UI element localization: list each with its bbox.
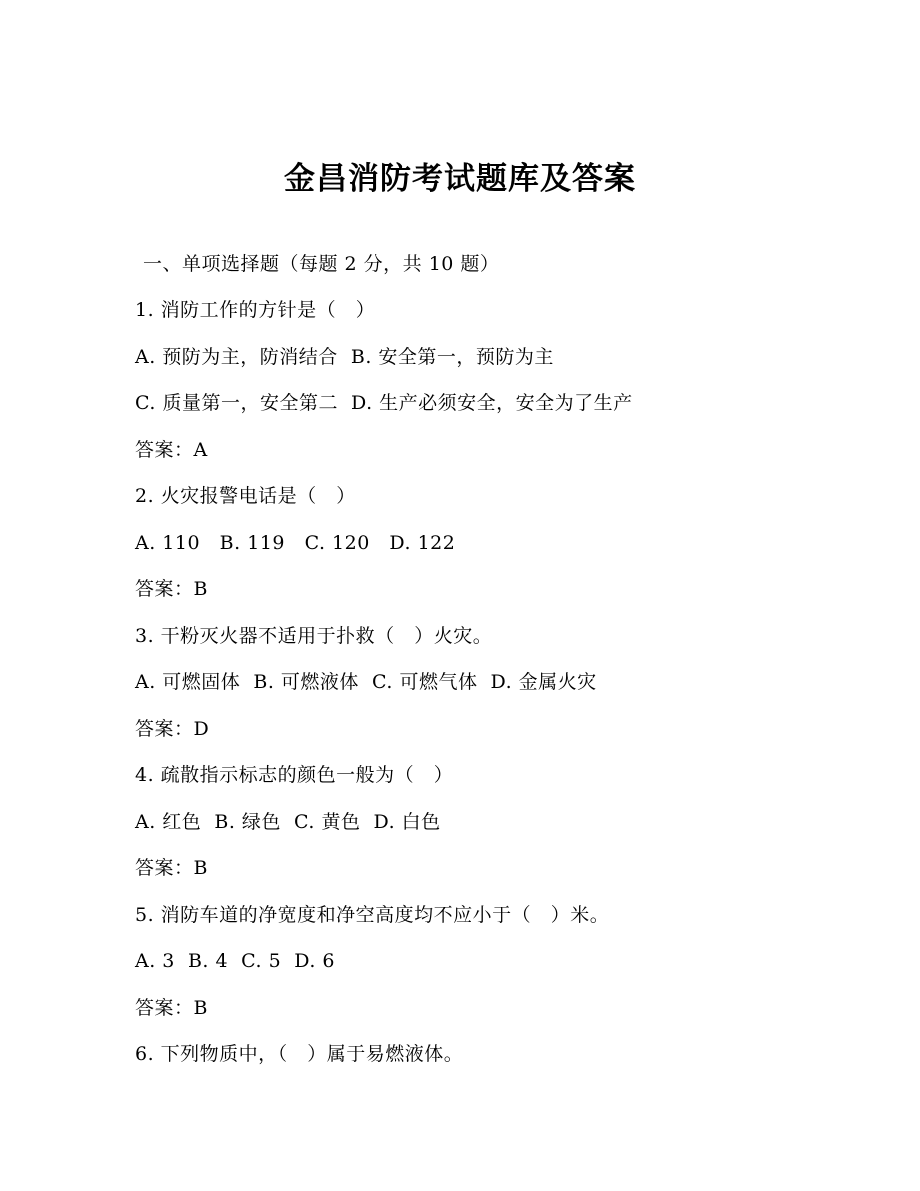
question-4-options: A. 红色 B. 绿色 C. 黄色 D. 白色 bbox=[135, 811, 441, 833]
question-2-answer: 答案：B bbox=[135, 578, 208, 600]
question-5-options: A. 3 B. 4 C. 5 D. 6 bbox=[135, 950, 336, 972]
section-heading: 一、单项选择题（每题 2 分，共 10 题） bbox=[143, 253, 500, 275]
question-3-options: A. 可燃固体 B. 可燃液体 C. 可燃气体 D. 金属火灾 bbox=[135, 671, 597, 693]
question-1: 1. 消防工作的方针是（ ） bbox=[135, 299, 376, 321]
question-5: 5. 消防车道的净宽度和净空高度均不应小于（ ）米。 bbox=[135, 904, 610, 926]
question-4: 4. 疏散指示标志的颜色一般为（ ） bbox=[135, 764, 454, 786]
question-3-answer: 答案：D bbox=[135, 718, 210, 740]
question-1-options-cd: C. 质量第一，安全第二 D. 生产必须安全，安全为了生产 bbox=[135, 392, 633, 414]
question-2: 2. 火灾报警电话是（ ） bbox=[135, 485, 356, 507]
question-5-answer: 答案：B bbox=[135, 997, 208, 1019]
document-title: 金昌消防考试题库及答案 bbox=[284, 161, 636, 197]
question-1-answer: 答案：A bbox=[135, 439, 208, 461]
question-1-options-ab: A. 预防为主，防消结合 B. 安全第一，预防为主 bbox=[135, 346, 554, 368]
question-6: 6. 下列物质中，（ ）属于易燃液体。 bbox=[135, 1043, 464, 1065]
question-3: 3. 干粉灭火器不适用于扑救（ ）火灾。 bbox=[135, 625, 493, 647]
question-2-options: A. 110 B. 119 C. 120 D. 122 bbox=[135, 532, 456, 554]
question-4-answer: 答案：B bbox=[135, 857, 208, 879]
